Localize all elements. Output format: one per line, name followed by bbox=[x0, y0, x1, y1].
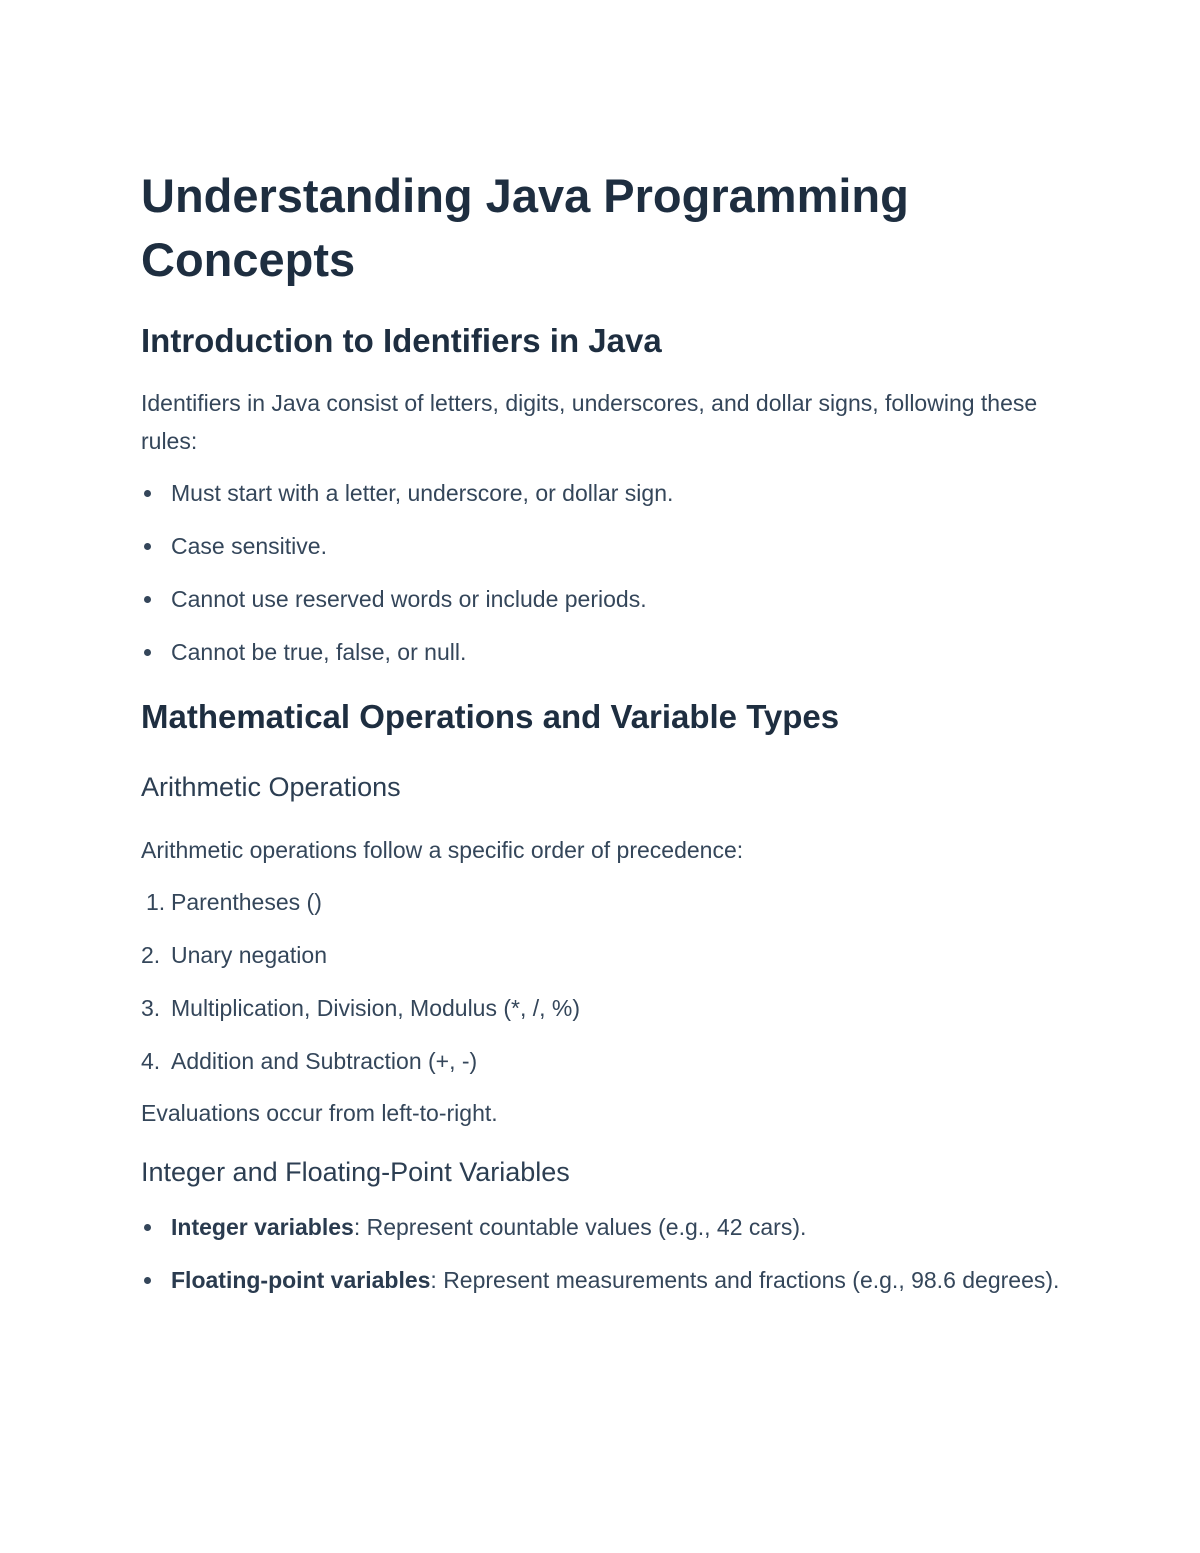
evaluation-note: Evaluations occur from left-to-right. bbox=[141, 1100, 498, 1126]
identifiers-intro: Identifiers in Java consist of letters, digits, underscores, and dollar signs, following these rules: bbox=[141, 390, 1038, 454]
subsection-heading-variables: Integer and Floating-Point Variables bbox=[141, 1157, 570, 1187]
arithmetic-intro: Arithmetic operations follow a specific order of precedence: bbox=[141, 837, 744, 863]
list-item-text: Cannot use reserved words or include periods. bbox=[171, 586, 647, 612]
list-item-number: 2. bbox=[141, 942, 161, 968]
subsection-heading-arithmetic: Arithmetic Operations bbox=[141, 772, 401, 802]
section-heading-identifiers: Introduction to Identifiers in Java bbox=[141, 322, 662, 359]
list-item bbox=[141, 474, 1061, 512]
list-item bbox=[141, 989, 1061, 1027]
document-page bbox=[141, 164, 1061, 1299]
bullet-icon bbox=[144, 649, 151, 656]
list-item-text: Addition and Subtraction (+, -) bbox=[171, 1048, 478, 1074]
section-heading-math-operations: Mathematical Operations and Variable Types bbox=[141, 698, 840, 735]
list-item bbox=[141, 936, 1061, 974]
list-item-text: Cannot be true, false, or null. bbox=[171, 639, 467, 665]
list-item-number: 3. bbox=[141, 995, 161, 1021]
list-item bbox=[141, 527, 1061, 565]
bullet-icon bbox=[144, 490, 151, 497]
identifier-rules-list bbox=[141, 474, 1061, 671]
list-item-text: Parentheses () bbox=[171, 889, 322, 915]
list-item bbox=[141, 1042, 1061, 1080]
precedence-list bbox=[141, 883, 1061, 1080]
bullet-icon bbox=[144, 543, 151, 550]
term-description: : Represent countable values (e.g., 42 cars). bbox=[353, 1214, 807, 1240]
term-integer-variables: Integer variables bbox=[171, 1214, 354, 1240]
bullet-icon bbox=[144, 1224, 151, 1231]
list-item-text: Must start with a letter, underscore, or dollar sign. bbox=[171, 480, 674, 506]
bullet-icon bbox=[144, 596, 151, 603]
list-item bbox=[141, 1261, 1061, 1299]
document-title: Understanding Java Programming Concepts bbox=[141, 169, 909, 286]
list-item-text: Multiplication, Division, Modulus (*, /, %) bbox=[171, 995, 581, 1021]
list-item-number: 4. bbox=[141, 1048, 161, 1074]
term-description: : Represent measurements and fractions (e.g., 98.6 degrees). bbox=[430, 1267, 1060, 1293]
list-item bbox=[141, 1208, 1061, 1246]
variable-types-list bbox=[141, 1208, 1061, 1299]
list-item bbox=[141, 580, 1061, 618]
term-floating-point-variables: Floating-point variables bbox=[171, 1267, 431, 1293]
list-item-text: Unary negation bbox=[171, 942, 327, 968]
list-item bbox=[141, 633, 1061, 671]
list-item bbox=[141, 883, 1061, 921]
list-item-number: 1. bbox=[146, 889, 166, 915]
bullet-icon bbox=[144, 1277, 151, 1284]
list-item-text: Case sensitive. bbox=[171, 533, 327, 559]
